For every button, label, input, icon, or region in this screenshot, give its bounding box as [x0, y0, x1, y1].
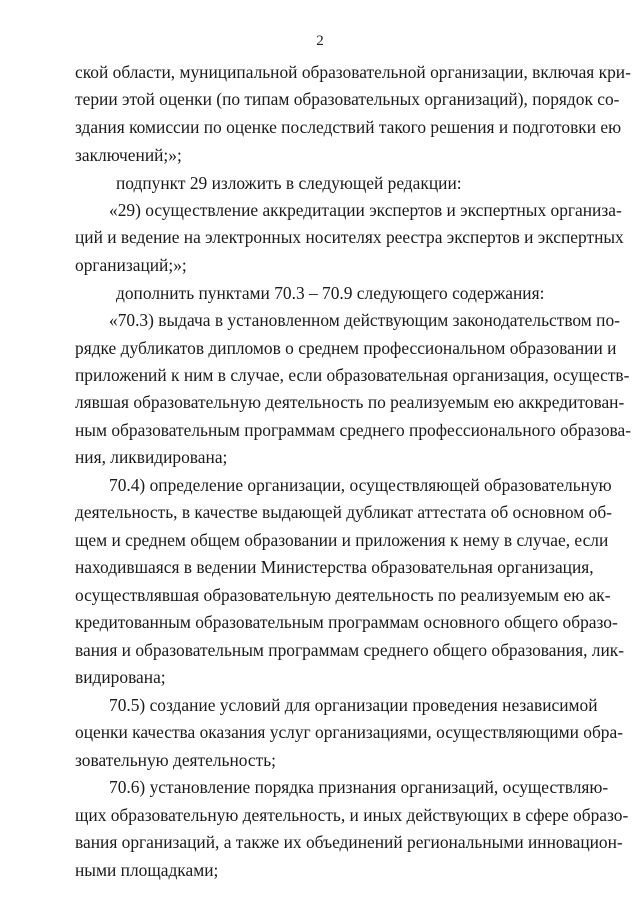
text-line: терии этой оценки (по типам образовательных организаций), порядок со-	[75, 89, 620, 109]
text-line: приложений к ним в случае, если образовательная организация, осуществ-	[75, 365, 630, 385]
text-line: ций и ведение на электронных носителях реестра экспертов и экспертных	[75, 227, 624, 247]
text-line: 70.5) создание условий для организации проведения независимой	[109, 695, 598, 715]
text-line: ным образовательным программам среднего профессионального образова-	[75, 420, 632, 440]
text-line: рядке дубликатов дипломов о среднем профессиональном образовании и	[75, 338, 617, 358]
text-line: 70.6) установление порядка признания организаций, осуществляю-	[109, 777, 609, 797]
text-line: кредитованным образовательным программам основного общего образо-	[75, 612, 618, 632]
text-line: здания комиссии по оценке последствий такого решения и подготовки ею	[75, 117, 622, 137]
text-line: ской области, муниципальной образовательной организации, включая кри-	[75, 62, 631, 82]
text-line: осуществлявшая образовательную деятельность по реализуемым ею ак-	[75, 585, 611, 605]
text-line: заключений;»;	[75, 145, 182, 165]
text-line: ными площадками;	[75, 860, 219, 880]
text-line: находившаяся в ведении Министерства образовательная организация,	[75, 557, 594, 577]
text-line: 70.4) определение организации, осуществляющей образовательную	[109, 475, 612, 495]
text-line: организаций;»;	[75, 255, 187, 275]
text-line: «29) осуществление аккредитации экспертов и экспертных организа-	[109, 200, 622, 220]
text-line: подпункт 29 изложить в следующей редакции:	[116, 173, 462, 193]
text-line: «70.3) выдача в установленном действующим законодательством по-	[109, 310, 620, 330]
text-line: щих образовательную деятельность, и иных действующих в сфере образо-	[75, 805, 629, 825]
text-line: зовательную деятельность;	[75, 750, 276, 770]
text-line: дополнить пунктами 70.3 – 70.9 следующего содержания:	[116, 283, 545, 303]
text-line: деятельность, в качестве выдающей дубликат аттестата об основном об-	[75, 502, 612, 522]
text-line: оценки качества оказания услуг организациями, осуществляющими обра-	[75, 722, 624, 742]
text-line: вания организаций, а также их объединений региональными инновацион-	[75, 832, 623, 852]
text-line: ния, ликвидирована;	[75, 447, 228, 467]
text-line: видирована;	[75, 667, 166, 687]
page-number: 2	[316, 33, 324, 49]
text-line: вания и образовательным программам среднего общего образования, лик-	[75, 640, 625, 660]
text-line: щем и среднем общем образовании и приложения к нему в случае, если	[75, 530, 609, 550]
text-line: лявшая образовательную деятельность по реализуемым ею аккредитован-	[75, 392, 625, 412]
